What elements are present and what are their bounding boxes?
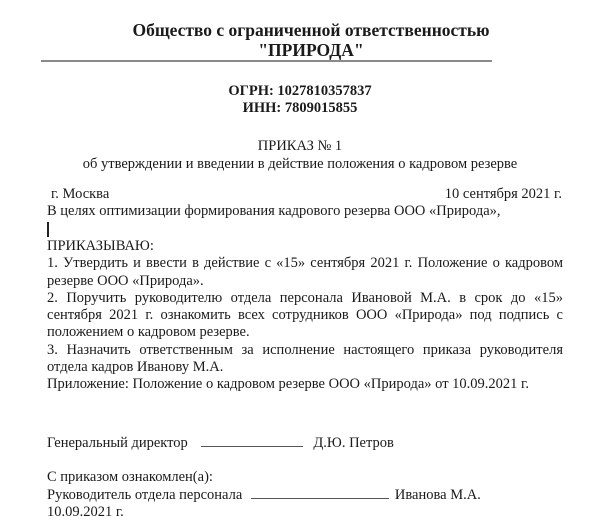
order-attachment: Приложение: Положение о кадровом резерве ООО «Природа» от 10.09.2021 г. xyxy=(47,376,529,393)
order-item: 2. Поручить руководителю отдела персонала Ивановой М.А. в срок до «15» сентября 2021 г. ознакомить всех сотрудников ООО «Природа» под подпись с положением о кадровом резерве. xyxy=(47,289,563,341)
director-name: Д.Ю. Петров xyxy=(313,435,394,451)
order-heading xyxy=(0,137,600,173)
order-title: ПРИКАЗ № 1 xyxy=(257,138,343,154)
order-command: ПРИКАЗЫВАЮ: xyxy=(47,238,154,254)
ogrn-number: ОГРН: 1027810357837 xyxy=(228,83,372,99)
order-intro[interactable]: В целях оптимизации формирования кадрового резерва ООО «Природа», xyxy=(47,203,501,219)
organization-title xyxy=(0,20,600,60)
acknowledgement-name: Иванова М.А. xyxy=(394,487,481,503)
acknowledgement-position: Руководитель отдела персонала xyxy=(47,487,243,503)
order-item: 1. Утвердить и ввести в действие с «15» сентября 2021 г. Положение о кадровом резерве ООО «Природа». xyxy=(47,255,563,289)
director-position: Генеральный директор xyxy=(47,435,188,451)
registration-info xyxy=(0,83,600,117)
text-cursor xyxy=(47,222,49,237)
acknowledgement-signature-row xyxy=(47,486,481,504)
organization-brand-line: "ПРИРОДА" xyxy=(258,40,364,60)
director-signature-line[interactable] xyxy=(201,434,303,447)
inn-number: ИНН: 7809015855 xyxy=(242,100,358,116)
acknowledgement-date: 10.09.2021 г. xyxy=(47,504,124,520)
order-item: 3. Назначить ответственным за исполнение настоящего приказа руководителя отдела кадров Иванову М.А. xyxy=(47,341,563,376)
director-signature-row xyxy=(47,434,394,452)
order-city: г. Москва xyxy=(51,186,110,202)
order-subject: об утверждении и введении в действие положения о кадровом резерве xyxy=(82,156,518,172)
order-date: 10 сентября 2021 г. xyxy=(444,186,562,202)
acknowledgement-signature-line[interactable] xyxy=(251,486,389,499)
header-divider xyxy=(41,60,492,62)
place-date-row xyxy=(51,186,562,203)
organization-name-line: Общество с ограниченной ответственностью xyxy=(132,20,490,40)
order-body[interactable] xyxy=(47,238,563,394)
acknowledgement-block xyxy=(47,469,481,521)
acknowledgement-heading: С приказом ознакомлен(а): xyxy=(47,469,213,485)
